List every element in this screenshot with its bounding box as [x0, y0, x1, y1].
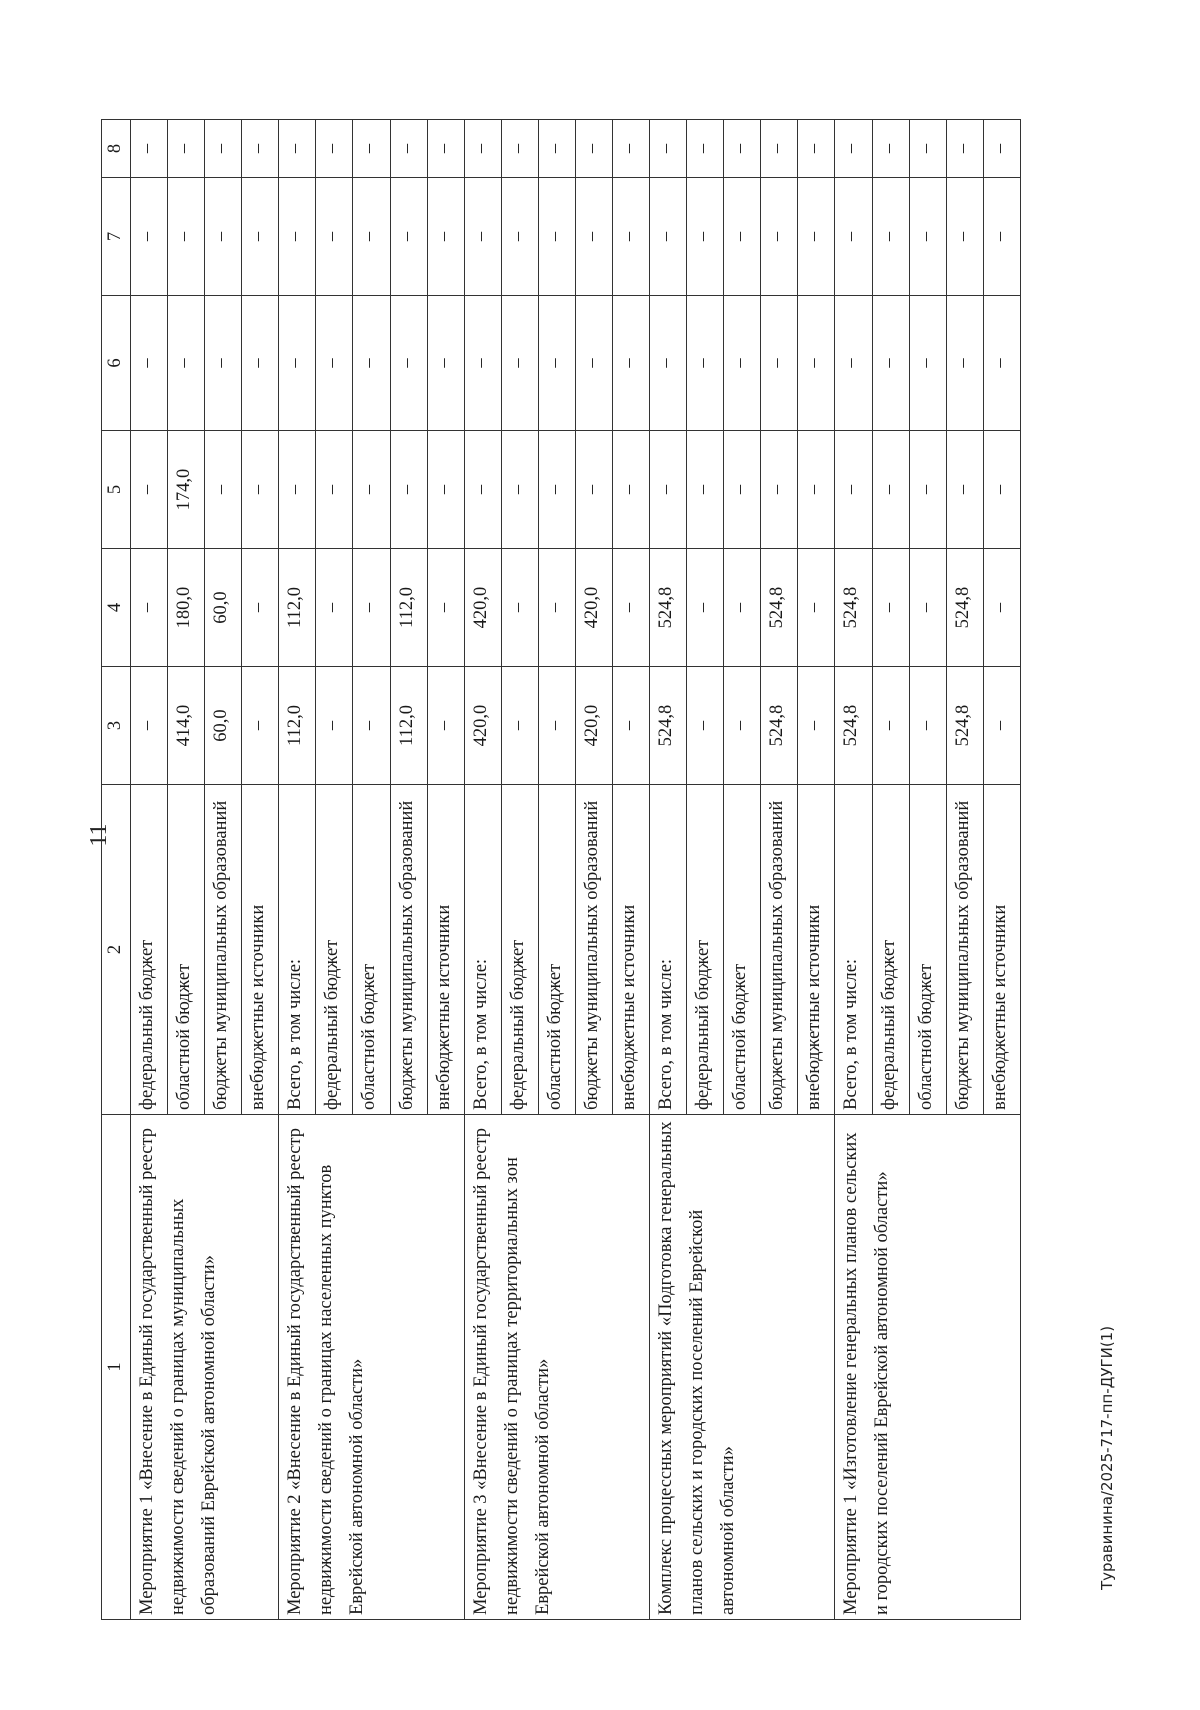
value-cell: –	[168, 178, 205, 296]
value-cell: –	[983, 120, 1020, 178]
value-cell: –	[909, 431, 946, 549]
value-cell: –	[872, 296, 909, 431]
value-cell: –	[798, 120, 835, 178]
funding-source-cell: бюджеты муниципальных образований	[390, 785, 427, 1115]
value-cell: –	[131, 296, 168, 431]
funding-source-cell: Всего, в том числе:	[835, 785, 872, 1115]
value-cell: –	[687, 549, 724, 667]
value-cell: 174,0	[168, 431, 205, 549]
value-cell: –	[872, 178, 909, 296]
value-cell: 524,8	[761, 549, 798, 667]
document-footer-code: Туравинина/2025-717-пп-ДУГИ(1)	[1098, 1325, 1116, 1590]
value-cell: –	[353, 296, 390, 431]
value-cell: –	[427, 120, 464, 178]
value-cell: –	[761, 120, 798, 178]
value-cell: –	[242, 120, 279, 178]
value-cell: –	[538, 178, 575, 296]
table-row	[131, 120, 168, 1620]
funding-source-cell: бюджеты муниципальных образований	[946, 785, 983, 1115]
value-cell: –	[205, 431, 242, 549]
value-cell: –	[575, 120, 612, 178]
value-cell: –	[501, 296, 538, 431]
value-cell: –	[538, 120, 575, 178]
value-cell: –	[872, 431, 909, 549]
value-cell: –	[131, 549, 168, 667]
value-cell: 524,8	[946, 549, 983, 667]
value-cell: 524,8	[650, 667, 687, 785]
value-cell: –	[575, 296, 612, 431]
value-cell: –	[131, 431, 168, 549]
value-cell: 524,8	[835, 549, 872, 667]
value-cell: –	[279, 120, 316, 178]
value-cell: –	[353, 431, 390, 549]
value-cell: –	[613, 431, 650, 549]
value-cell: 180,0	[168, 549, 205, 667]
activity-title-cell: Мероприятие 1 «Внесение в Единый государственный реестр недвижимости сведений о границах муниципальных образований Еврейской автономной области»	[131, 1115, 279, 1620]
value-cell: –	[390, 178, 427, 296]
table-row	[650, 120, 687, 1620]
value-cell: –	[946, 120, 983, 178]
activity-title-cell: Мероприятие 2 «Внесение в Единый государственный реестр недвижимости сведений о границах населенных пунктов Еврейской автономной области»	[279, 1115, 464, 1620]
value-cell: –	[353, 549, 390, 667]
value-cell: –	[798, 667, 835, 785]
value-cell: –	[501, 120, 538, 178]
value-cell: –	[427, 178, 464, 296]
value-cell: –	[761, 296, 798, 431]
value-cell: –	[501, 431, 538, 549]
value-cell: –	[242, 667, 279, 785]
value-cell: –	[316, 296, 353, 431]
activity-title-cell: Мероприятие 1 «Изготовление генеральных планов сельских и городских поселений Еврейской автономной области»	[835, 1115, 1021, 1620]
value-cell: –	[946, 296, 983, 431]
value-cell: –	[687, 178, 724, 296]
value-cell: 112,0	[390, 549, 427, 667]
table-body	[131, 120, 1021, 1620]
value-cell: –	[464, 431, 501, 549]
value-cell: –	[538, 296, 575, 431]
header-row	[102, 120, 131, 1620]
value-cell: –	[242, 296, 279, 431]
value-cell: –	[687, 667, 724, 785]
value-cell: –	[983, 667, 1020, 785]
value-cell: –	[464, 120, 501, 178]
value-cell: –	[242, 431, 279, 549]
value-cell: –	[872, 549, 909, 667]
funding-source-cell: областной бюджет	[909, 785, 946, 1115]
funding-source-cell: бюджеты муниципальных образований	[575, 785, 612, 1115]
value-cell: –	[798, 431, 835, 549]
value-cell: –	[538, 667, 575, 785]
funding-source-cell: федеральный бюджет	[316, 785, 353, 1115]
value-cell: –	[724, 178, 761, 296]
value-cell: –	[650, 296, 687, 431]
column-header: 5	[102, 431, 131, 549]
value-cell: –	[316, 120, 353, 178]
funding-source-cell: бюджеты муниципальных образований	[205, 785, 242, 1115]
value-cell: –	[835, 178, 872, 296]
value-cell: –	[427, 667, 464, 785]
value-cell: –	[316, 431, 353, 549]
funding-source-cell: Всего, в том числе:	[279, 785, 316, 1115]
table-row	[279, 120, 316, 1620]
page-number: 11	[86, 823, 112, 847]
value-cell: –	[131, 178, 168, 296]
budget-table-wrapper	[101, 120, 1021, 1620]
value-cell: –	[724, 431, 761, 549]
value-cell: 60,0	[205, 667, 242, 785]
value-cell: 524,8	[835, 667, 872, 785]
value-cell: –	[538, 549, 575, 667]
funding-source-cell: областной бюджет	[538, 785, 575, 1115]
value-cell: –	[390, 431, 427, 549]
value-cell: –	[168, 296, 205, 431]
value-cell: –	[464, 178, 501, 296]
value-cell: –	[650, 431, 687, 549]
funding-source-cell: внебюджетные источники	[427, 785, 464, 1115]
funding-source-cell: внебюджетные источники	[798, 785, 835, 1115]
value-cell: 112,0	[279, 549, 316, 667]
value-cell: –	[983, 549, 1020, 667]
value-cell: –	[390, 296, 427, 431]
value-cell: –	[242, 549, 279, 667]
value-cell: –	[909, 667, 946, 785]
value-cell: –	[501, 667, 538, 785]
column-header: 7	[102, 178, 131, 296]
value-cell: –	[205, 178, 242, 296]
value-cell: –	[835, 296, 872, 431]
value-cell: –	[909, 178, 946, 296]
value-cell: –	[131, 667, 168, 785]
value-cell: 420,0	[575, 667, 612, 785]
value-cell: 524,8	[761, 667, 798, 785]
value-cell: –	[613, 178, 650, 296]
value-cell: –	[835, 120, 872, 178]
value-cell: –	[650, 178, 687, 296]
value-cell: 420,0	[464, 549, 501, 667]
value-cell: –	[316, 667, 353, 785]
value-cell: –	[798, 178, 835, 296]
value-cell: 112,0	[390, 667, 427, 785]
value-cell: –	[983, 296, 1020, 431]
value-cell: 524,8	[946, 667, 983, 785]
value-cell: –	[242, 178, 279, 296]
value-cell: –	[538, 431, 575, 549]
value-cell: –	[613, 296, 650, 431]
column-header: 2	[102, 785, 131, 1115]
value-cell: –	[872, 120, 909, 178]
column-header: 3	[102, 667, 131, 785]
funding-source-cell: внебюджетные источники	[242, 785, 279, 1115]
value-cell: 420,0	[575, 549, 612, 667]
value-cell: –	[279, 431, 316, 549]
value-cell: –	[427, 296, 464, 431]
budget-table	[101, 119, 1021, 1620]
value-cell: –	[613, 549, 650, 667]
funding-source-cell: федеральный бюджет	[687, 785, 724, 1115]
value-cell: –	[946, 431, 983, 549]
value-cell: –	[909, 120, 946, 178]
funding-source-cell: Всего, в том числе:	[464, 785, 501, 1115]
value-cell: –	[983, 178, 1020, 296]
value-cell: –	[464, 296, 501, 431]
value-cell: –	[427, 431, 464, 549]
value-cell: –	[316, 178, 353, 296]
activity-title-cell: Комплекс процессных мероприятий «Подготовка генеральных планов сельских и городских поселений Еврейской автономной области»	[650, 1115, 835, 1620]
value-cell: –	[983, 431, 1020, 549]
value-cell: –	[724, 549, 761, 667]
column-header: 8	[102, 120, 131, 178]
value-cell: –	[761, 178, 798, 296]
value-cell: –	[613, 667, 650, 785]
value-cell: 420,0	[464, 667, 501, 785]
value-cell: –	[613, 120, 650, 178]
value-cell: –	[279, 178, 316, 296]
value-cell: –	[131, 120, 168, 178]
value-cell: –	[909, 296, 946, 431]
funding-source-cell: бюджеты муниципальных образований	[761, 785, 798, 1115]
value-cell: –	[575, 431, 612, 549]
funding-source-cell: областной бюджет	[168, 785, 205, 1115]
value-cell: –	[279, 296, 316, 431]
value-cell: –	[205, 296, 242, 431]
funding-source-cell: федеральный бюджет	[131, 785, 168, 1115]
column-header: 1	[102, 1115, 131, 1620]
value-cell: –	[353, 120, 390, 178]
funding-source-cell: внебюджетные источники	[983, 785, 1020, 1115]
value-cell: –	[798, 549, 835, 667]
funding-source-cell: федеральный бюджет	[501, 785, 538, 1115]
value-cell: –	[501, 178, 538, 296]
value-cell: –	[761, 431, 798, 549]
value-cell: –	[724, 120, 761, 178]
value-cell: –	[872, 667, 909, 785]
value-cell: –	[687, 296, 724, 431]
column-header: 4	[102, 549, 131, 667]
value-cell: –	[501, 549, 538, 667]
value-cell: –	[168, 120, 205, 178]
value-cell: –	[798, 296, 835, 431]
column-header: 6	[102, 296, 131, 431]
value-cell: –	[909, 549, 946, 667]
value-cell: –	[687, 120, 724, 178]
value-cell: –	[724, 667, 761, 785]
value-cell: –	[205, 120, 242, 178]
table-row	[835, 120, 872, 1620]
value-cell: –	[650, 120, 687, 178]
activity-title-cell: Мероприятие 3 «Внесение в Единый государственный реестр недвижимости сведений о границах территориальных зон Еврейской автономной области»	[464, 1115, 649, 1620]
funding-source-cell: федеральный бюджет	[872, 785, 909, 1115]
table-row	[464, 120, 501, 1620]
funding-source-cell: областной бюджет	[353, 785, 390, 1115]
value-cell: 60,0	[205, 549, 242, 667]
value-cell: 414,0	[168, 667, 205, 785]
value-cell: –	[353, 667, 390, 785]
funding-source-cell: внебюджетные источники	[613, 785, 650, 1115]
value-cell: –	[316, 549, 353, 667]
value-cell: –	[724, 296, 761, 431]
value-cell: 524,8	[650, 549, 687, 667]
funding-source-cell: областной бюджет	[724, 785, 761, 1115]
value-cell: –	[946, 178, 983, 296]
funding-source-cell: Всего, в том числе:	[650, 785, 687, 1115]
value-cell: –	[687, 431, 724, 549]
value-cell: –	[353, 178, 390, 296]
value-cell: 112,0	[279, 667, 316, 785]
value-cell: –	[427, 549, 464, 667]
value-cell: –	[575, 178, 612, 296]
value-cell: –	[835, 431, 872, 549]
value-cell: –	[390, 120, 427, 178]
